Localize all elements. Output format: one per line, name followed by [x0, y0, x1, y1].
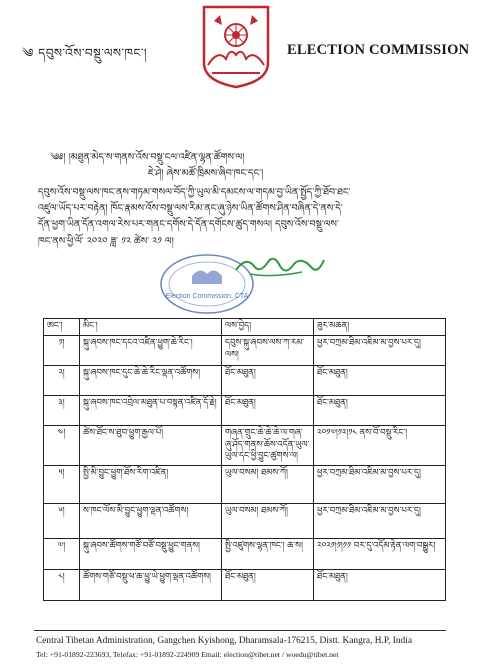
body-line: ༄༅། །མཐུན་མེད་ས་གནས་འོས་བསྡུ་ངལ་འཛིན་ལྷན་ཚོགས་ལ།	[50, 152, 245, 163]
row-remark: ཐོང་མཐུན།	[314, 366, 446, 396]
body-line: ཇེ་ཤེ། ཞེས་མཚོ་ཁྲིམས་ཞིབ་ཁང་དང་།	[148, 168, 264, 179]
row-post: གཞན་གྲུང་ཆེ་ཆེ་ཆེ་ལ་གཞ་ཞུ་ཤོད་གནས་ཆོས་འདོན་ཡུལ་ཡུལ་དང་ཕྱི་བྱུང་ཚུགས་ལ།	[222, 426, 314, 466]
table-row	[44, 396, 446, 426]
row-name: སྐུ་ཞབས་ཁང་འབྲེལ་མཐུན་པ་བསྟན་འཛིན་དོ་རྗེ།	[80, 396, 222, 426]
table-row	[44, 366, 446, 396]
row-name: ཚོགས་གཙོ་བསྡུ་ཕ་ཆ་ཕྱུ་ཡེ་ཕྱུག་ལྡན་འཚོགས།	[80, 569, 222, 600]
body-line: ཁང་ནས་ཕྱི་ལོ་ ༢༠༢༠ ཟླ་ ༡༢ ཚེས་ ༢༡ ལ།	[38, 236, 174, 247]
signature	[232, 252, 328, 282]
footer-contact: Tel: +91-01892-223693, Telefax: +91-01892-224909 Email: election@tibet.net / woedu@tibet.net	[36, 650, 339, 659]
header-remark: ཟུར་མཆན།	[314, 319, 446, 336]
row-number: ༦།	[44, 503, 80, 538]
row-number: ༨།	[44, 569, 80, 600]
election-commission-emblem-icon	[198, 3, 274, 89]
row-post: ཐོང་མཐུན།	[222, 366, 314, 396]
row-remark: ཕྱར་བཀྲམ་ཐིམ་འཇིམ་མ་བྱས་པར་དུ།	[314, 465, 446, 503]
row-post: ཐོང་མཐུན།	[222, 396, 314, 426]
header-name: མིང་།	[80, 319, 222, 336]
row-post: ཡུལ་བསམ། ཐམས་ཀོ།	[222, 465, 314, 503]
row-name: སྐུ་ཞབས་ཁང་དངའ་འཛིན་ཕྱུག་ཆེ་རིང་།	[80, 336, 222, 366]
body-line: དབུས་འོས་བསྡུ་ལས་ཁང་ནས་གཏམ་གསལ་བོད་ཀྱི་ཡུལ་མི་དམངས་ལ་གདམ་བྱ་ཡིན་སྤྱོད་ཀྱི་ཐོབ་ཐང་	[38, 187, 351, 198]
table-row	[44, 538, 446, 569]
officials-table	[43, 318, 446, 601]
footer-divider	[34, 630, 446, 631]
row-remark: ༢༠༡༧།༡༢།༡༨ ནས་བོ་བསྡུ་རིང་།	[314, 426, 446, 466]
tibetan-letterhead-title: ༄ དབུས་འོས་བསྡུ་ལས་ཁང་།	[22, 46, 148, 60]
row-name: ཚེས་ཐོང་ས་ཐུབ་ཕྱུག་རྒྱལ་པོ།	[80, 426, 222, 466]
header-post: ལས་བྱེད།	[222, 319, 314, 336]
row-remark: ༢༠༢༡།༡།༡༡ བར་དུ་འདོམ་རྟེན་ལག་བསྒྱུར།	[314, 538, 446, 569]
row-post: ཐོང་མཐུན།	[222, 569, 314, 600]
row-post: ཡུལ་བསམ། ཐམས་ཀོ།	[222, 503, 314, 538]
row-post: སྤྱི་འཛུགས་ལྷན་ཁང་། ཆ་ས།	[222, 538, 314, 569]
row-number: ༣།	[44, 396, 80, 426]
table-row	[44, 426, 446, 466]
table-header-row	[44, 319, 446, 336]
row-number: ༡།	[44, 336, 80, 366]
row-number: ༢།	[44, 366, 80, 396]
table-row	[44, 569, 446, 600]
table-row	[44, 336, 446, 366]
row-remark: ཕྱར་བཀྲམ་ཐིམ་འཇིམ་མ་བྱས་པར་དུ།	[314, 503, 446, 538]
row-remark: ཐོང་མཐུན།	[314, 396, 446, 426]
row-name: ས་ཁང་ལོས་མི་བྱུང་ཕྱུག་ལྡན་འཚོགས།	[80, 503, 222, 538]
row-remark: ཕྱར་བཀྲམ་ཐིམ་འཇིམ་མ་བྱས་པར་དུ།	[314, 336, 446, 366]
row-name: སྐུ་ཞབས་ཁང་དུང་ཆེ་ཆེ་རིང་ལྡན་འཚོགས།	[80, 366, 222, 396]
english-letterhead-title: ELECTION COMMISSION	[287, 42, 470, 58]
row-post: དབུས་སྐུ་ཞབས་ལས་ཀ་རམ་ལས།	[222, 336, 314, 366]
header-number: ཨང་།	[44, 319, 80, 336]
row-name: སྐུ་ཞབས་ཚོགས་གཙོ་བཙོ་བསྡུ་ཕྱུང་གནས།	[80, 538, 222, 569]
row-number: ༥།	[44, 465, 80, 503]
table-row	[44, 503, 446, 538]
table-row	[44, 465, 446, 503]
footer-address: Central Tibetan Administration, Gangchen Kyishong, Dharamsala-176215, Distt. Kangra, H.P, India	[36, 636, 412, 646]
body-line: འཛུལ་ཡོད་པར་བརྟེན། ཁོང་རྣམས་འོས་བསྡུ་ལས་རིམ་ནང་ཞུ་ཉེས་ཡིན་ཚོགས་ཤིན་བཞིན་དེ་ནས་དེ་	[38, 203, 343, 214]
row-remark: ཐོང་མཐུན།	[314, 569, 446, 600]
row-number: ༧།	[44, 538, 80, 569]
row-name: སྤྱི་མི་བྱུང་ཕྱུག་ཐོས་རིག་འཛིན།	[80, 465, 222, 503]
stamp-text: Election Commission, CTA	[165, 293, 249, 300]
row-number: ༤།	[44, 426, 80, 466]
body-line: དོན་ཕྱག་ཡིན་དོན་འགལ་རེས་པར་གནང་དགོས་དེ་དོན་དགོངས་ཚུད་གསལ། དབུས་འོས་བསྡུ་ལས་	[38, 219, 339, 230]
